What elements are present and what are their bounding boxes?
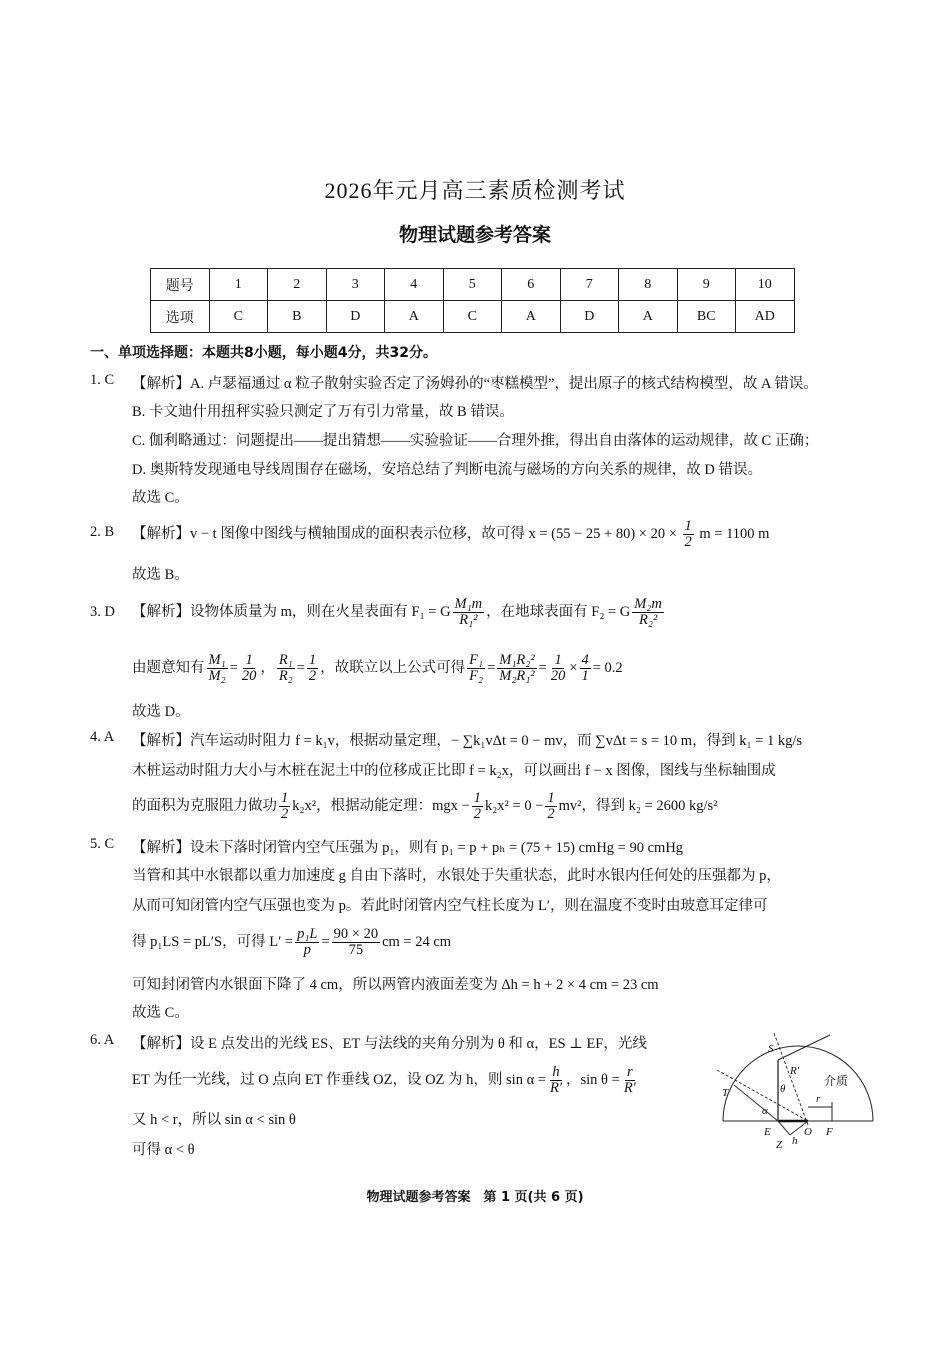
q6-label: 6. A	[90, 1032, 115, 1048]
numerator: 1	[554, 651, 562, 668]
numerator: M₁	[208, 651, 226, 668]
text: k₂x²，根据动能定理：mgx −	[292, 798, 470, 814]
table-header-cell: 选项	[151, 301, 210, 333]
fraction	[295, 927, 319, 958]
label-r-prime: R′	[790, 1065, 800, 1077]
q1-line: D. 奥斯特发现通电导线周围存在磁场，安培总结了判断电流与磁场的方向关系的规律，故 D 错误。	[132, 462, 762, 478]
q1-label: 1. C	[90, 372, 115, 388]
denominator: R′	[549, 1080, 563, 1097]
q3-line	[132, 592, 666, 632]
text: ，在地球表面有 F₂ = G	[486, 604, 631, 620]
table-cell: 10	[736, 269, 795, 301]
denominator: 2	[547, 806, 555, 823]
text: 【解析】v − t 图像中图线与横轴围成的面积表示位移，故可得 x = (55 − 25 + 80) × 20 ×	[132, 526, 677, 542]
fraction	[683, 519, 694, 550]
text: ×	[569, 660, 578, 676]
table-cell: A	[502, 301, 561, 333]
q2-line	[132, 514, 769, 554]
table-cell: 9	[677, 269, 736, 301]
text: =	[321, 934, 330, 950]
q6-line: 可得 α < θ	[132, 1142, 195, 1158]
label-e: E	[764, 1126, 771, 1138]
table-cell: A	[619, 301, 678, 333]
q5-line: 当管和其中水银都以重力加速度 g 自由下落时，水银处于失重状态，此时水银内任何处的压强都为 p，	[132, 868, 781, 884]
numerator: h	[552, 1063, 560, 1080]
fraction	[453, 597, 485, 628]
label-alpha: α	[762, 1105, 768, 1117]
label-medium: 介质	[824, 1074, 849, 1088]
section-heading: 一、单项选择题：本题共8小题，每小题4分，共32分。	[90, 345, 437, 361]
numerator: M₂m	[634, 595, 662, 612]
denominator: R₂	[278, 668, 293, 685]
page-title: 2026年元月高三素质检测考试	[324, 178, 626, 203]
table-row	[151, 301, 795, 333]
text: 得 p₁LS = pL′S，可得 L′ =	[132, 934, 294, 950]
numerator: p₁L	[297, 925, 318, 942]
text: =	[229, 660, 238, 676]
numerator: 1	[281, 789, 289, 806]
fraction	[548, 1065, 564, 1096]
numerator: F₁	[469, 651, 484, 668]
table-cell: 1	[209, 269, 268, 301]
table-row	[151, 269, 795, 301]
denominator: R′	[623, 1080, 636, 1097]
denominator: 20	[550, 668, 566, 685]
q4-line	[132, 786, 718, 826]
q6-line: 【解析】设 E 点发出的光线 ES、ET 与法线的夹角分别为 θ 和 α，ES ⊥ EF，光线	[132, 1036, 647, 1052]
table-cell: 3	[326, 269, 385, 301]
denominator: 2	[473, 806, 481, 823]
text: = 0.2	[592, 660, 623, 676]
fraction	[497, 653, 536, 684]
fraction	[632, 597, 664, 628]
fraction	[332, 927, 380, 958]
q1-line: C. 伽利略通过：问题提出——提出猜想——实验验证——合理外推，得出自由落体的运动规律，故 C 正确；	[132, 433, 819, 449]
table-cell: 2	[268, 269, 327, 301]
numerator: 1	[245, 651, 253, 668]
text: =	[487, 660, 496, 676]
text: k₂x² = 0 −	[484, 798, 544, 814]
fraction	[622, 1065, 638, 1096]
q3-label: 3. D	[90, 604, 115, 620]
label-f: F	[826, 1126, 833, 1138]
table-cell: B	[268, 301, 327, 333]
q6-line	[132, 1060, 640, 1100]
q1-line: B. 卡文迪什用扭秤实验只测定了万有引力常量，故 B 错误。	[132, 404, 514, 420]
text: mv²，得到 k₂ = 2600 kg/s²	[558, 798, 718, 814]
fraction	[472, 791, 483, 822]
table-cell: AD	[736, 301, 795, 333]
q1-line: 故选 C。	[132, 490, 189, 506]
table-cell: 6	[502, 269, 561, 301]
fraction	[545, 791, 556, 822]
label-theta: θ	[780, 1083, 786, 1095]
denominator: 2	[281, 806, 289, 823]
table-cell: 8	[619, 269, 678, 301]
denominator: M₂R₁²	[499, 668, 535, 685]
table-cell: 5	[443, 269, 502, 301]
numerator: M₁m	[454, 595, 483, 612]
fraction	[467, 653, 485, 684]
q4-label: 4. A	[90, 729, 115, 745]
q3-line: 故选 D。	[132, 704, 190, 720]
q5-line: 可知封闭管内水银面下降了 4 cm，所以两管内液面差变为 Δh = h + 2 × 4 cm = 23 cm	[132, 977, 659, 993]
fraction	[279, 791, 290, 822]
fraction	[549, 653, 568, 684]
text: 【解析】设物体质量为 m，则在火星表面有 F₁ = G	[132, 604, 451, 620]
numerator: 1	[547, 789, 555, 806]
table-cell: A	[385, 301, 444, 333]
fraction	[307, 653, 318, 684]
text: cm = 24 cm	[382, 934, 452, 950]
denominator: M₂	[208, 668, 226, 685]
answer-table	[150, 268, 795, 333]
denominator: 2	[308, 668, 317, 685]
denominator: 2	[684, 534, 692, 551]
q5-line: 从而可知闭管内空气压强也变为 p。若此时闭管内空气柱长度为 L′，则在温度不变时由玻意耳定律可	[132, 898, 768, 914]
label-t: T	[722, 1087, 729, 1099]
text: 的面积为克服阻力做功	[132, 798, 277, 814]
denominator: p	[303, 942, 311, 959]
denominator: 75	[348, 942, 364, 959]
text: ，sin θ =	[566, 1072, 620, 1088]
text: =	[538, 660, 547, 676]
q5-label: 5. C	[90, 836, 115, 852]
numerator: 1	[684, 517, 692, 534]
label-o: O	[804, 1126, 812, 1138]
q5-line	[132, 922, 451, 962]
denominator: R₂²	[638, 612, 658, 629]
table-cell: D	[326, 301, 385, 333]
table-cell: D	[560, 301, 619, 333]
text: ，故联立以上公式可得	[320, 660, 466, 676]
table-cell: BC	[677, 301, 736, 333]
denominator: R₁²	[459, 612, 478, 629]
q1-line: 【解析】A. 卢瑟福通过 α 粒子散射实验否定了汤姆孙的“枣糕模型”，提出原子的核式结构模型，故 A 错误。	[132, 376, 818, 392]
label-r: r	[816, 1093, 821, 1105]
q2-line: 故选 B。	[132, 567, 189, 583]
label-h: h	[792, 1135, 798, 1147]
fraction	[240, 653, 259, 684]
numerator: 4	[581, 651, 589, 668]
table-header-cell: 题号	[151, 269, 210, 301]
label-s: S	[768, 1043, 774, 1055]
text: ET 为任一光线，过 O 点向 ET 作垂线 OZ，设 OZ 为 h，则 sin α =	[132, 1072, 546, 1088]
denominator: F₂	[469, 668, 484, 685]
table-cell: 4	[385, 269, 444, 301]
q4-line: 【解析】汽车运动时阻力 f = k₁v，根据动量定理，− ∑k₁vΔt = 0 − mv，而 ∑vΔt = s = 10 m，得到 k₁ = 1 kg/s	[132, 733, 802, 749]
page-footer: 物理试题参考答案 第 1 页(共 6 页)	[366, 1190, 584, 1205]
table-cell: C	[209, 301, 268, 333]
q5-line: 故选 C。	[132, 1005, 189, 1021]
numerator: r	[627, 1063, 633, 1080]
denominator: 1	[581, 668, 589, 685]
fraction	[580, 653, 591, 684]
numerator: 1	[308, 651, 317, 668]
page-subtitle: 物理试题参考答案	[398, 224, 551, 246]
numerator: R₁	[278, 651, 293, 668]
q5-line: 【解析】设未下落时闭管内空气压强为 p₁，则有 p₁ = p + pₕ = (75 + 15) cmHg = 90 cmHg	[132, 840, 684, 856]
text: ，	[260, 660, 275, 676]
table-cell: C	[443, 301, 502, 333]
numerator: 90 × 20	[333, 925, 379, 942]
optics-diagram	[712, 1025, 882, 1155]
numerator: 1	[473, 789, 481, 806]
fraction	[277, 653, 295, 684]
label-z: Z	[776, 1139, 783, 1151]
table-cell: 7	[560, 269, 619, 301]
text: =	[296, 660, 305, 676]
fraction	[207, 653, 228, 684]
text: m = 1100 m	[699, 526, 770, 542]
text: 由题意知有	[132, 660, 205, 676]
numerator: M₁R₂²	[499, 651, 535, 668]
q2-label: 2. B	[90, 524, 115, 540]
q6-line: 又 h < r，所以 sin α < sin θ	[132, 1112, 296, 1128]
q3-line	[132, 648, 623, 688]
q4-line: 木桩运动时阻力大小与木桩在泥土中的位移成正比即 f = k₂x，可以画出 f − x 图像，图线与坐标轴围成	[132, 763, 776, 779]
denominator: 20	[241, 668, 257, 685]
